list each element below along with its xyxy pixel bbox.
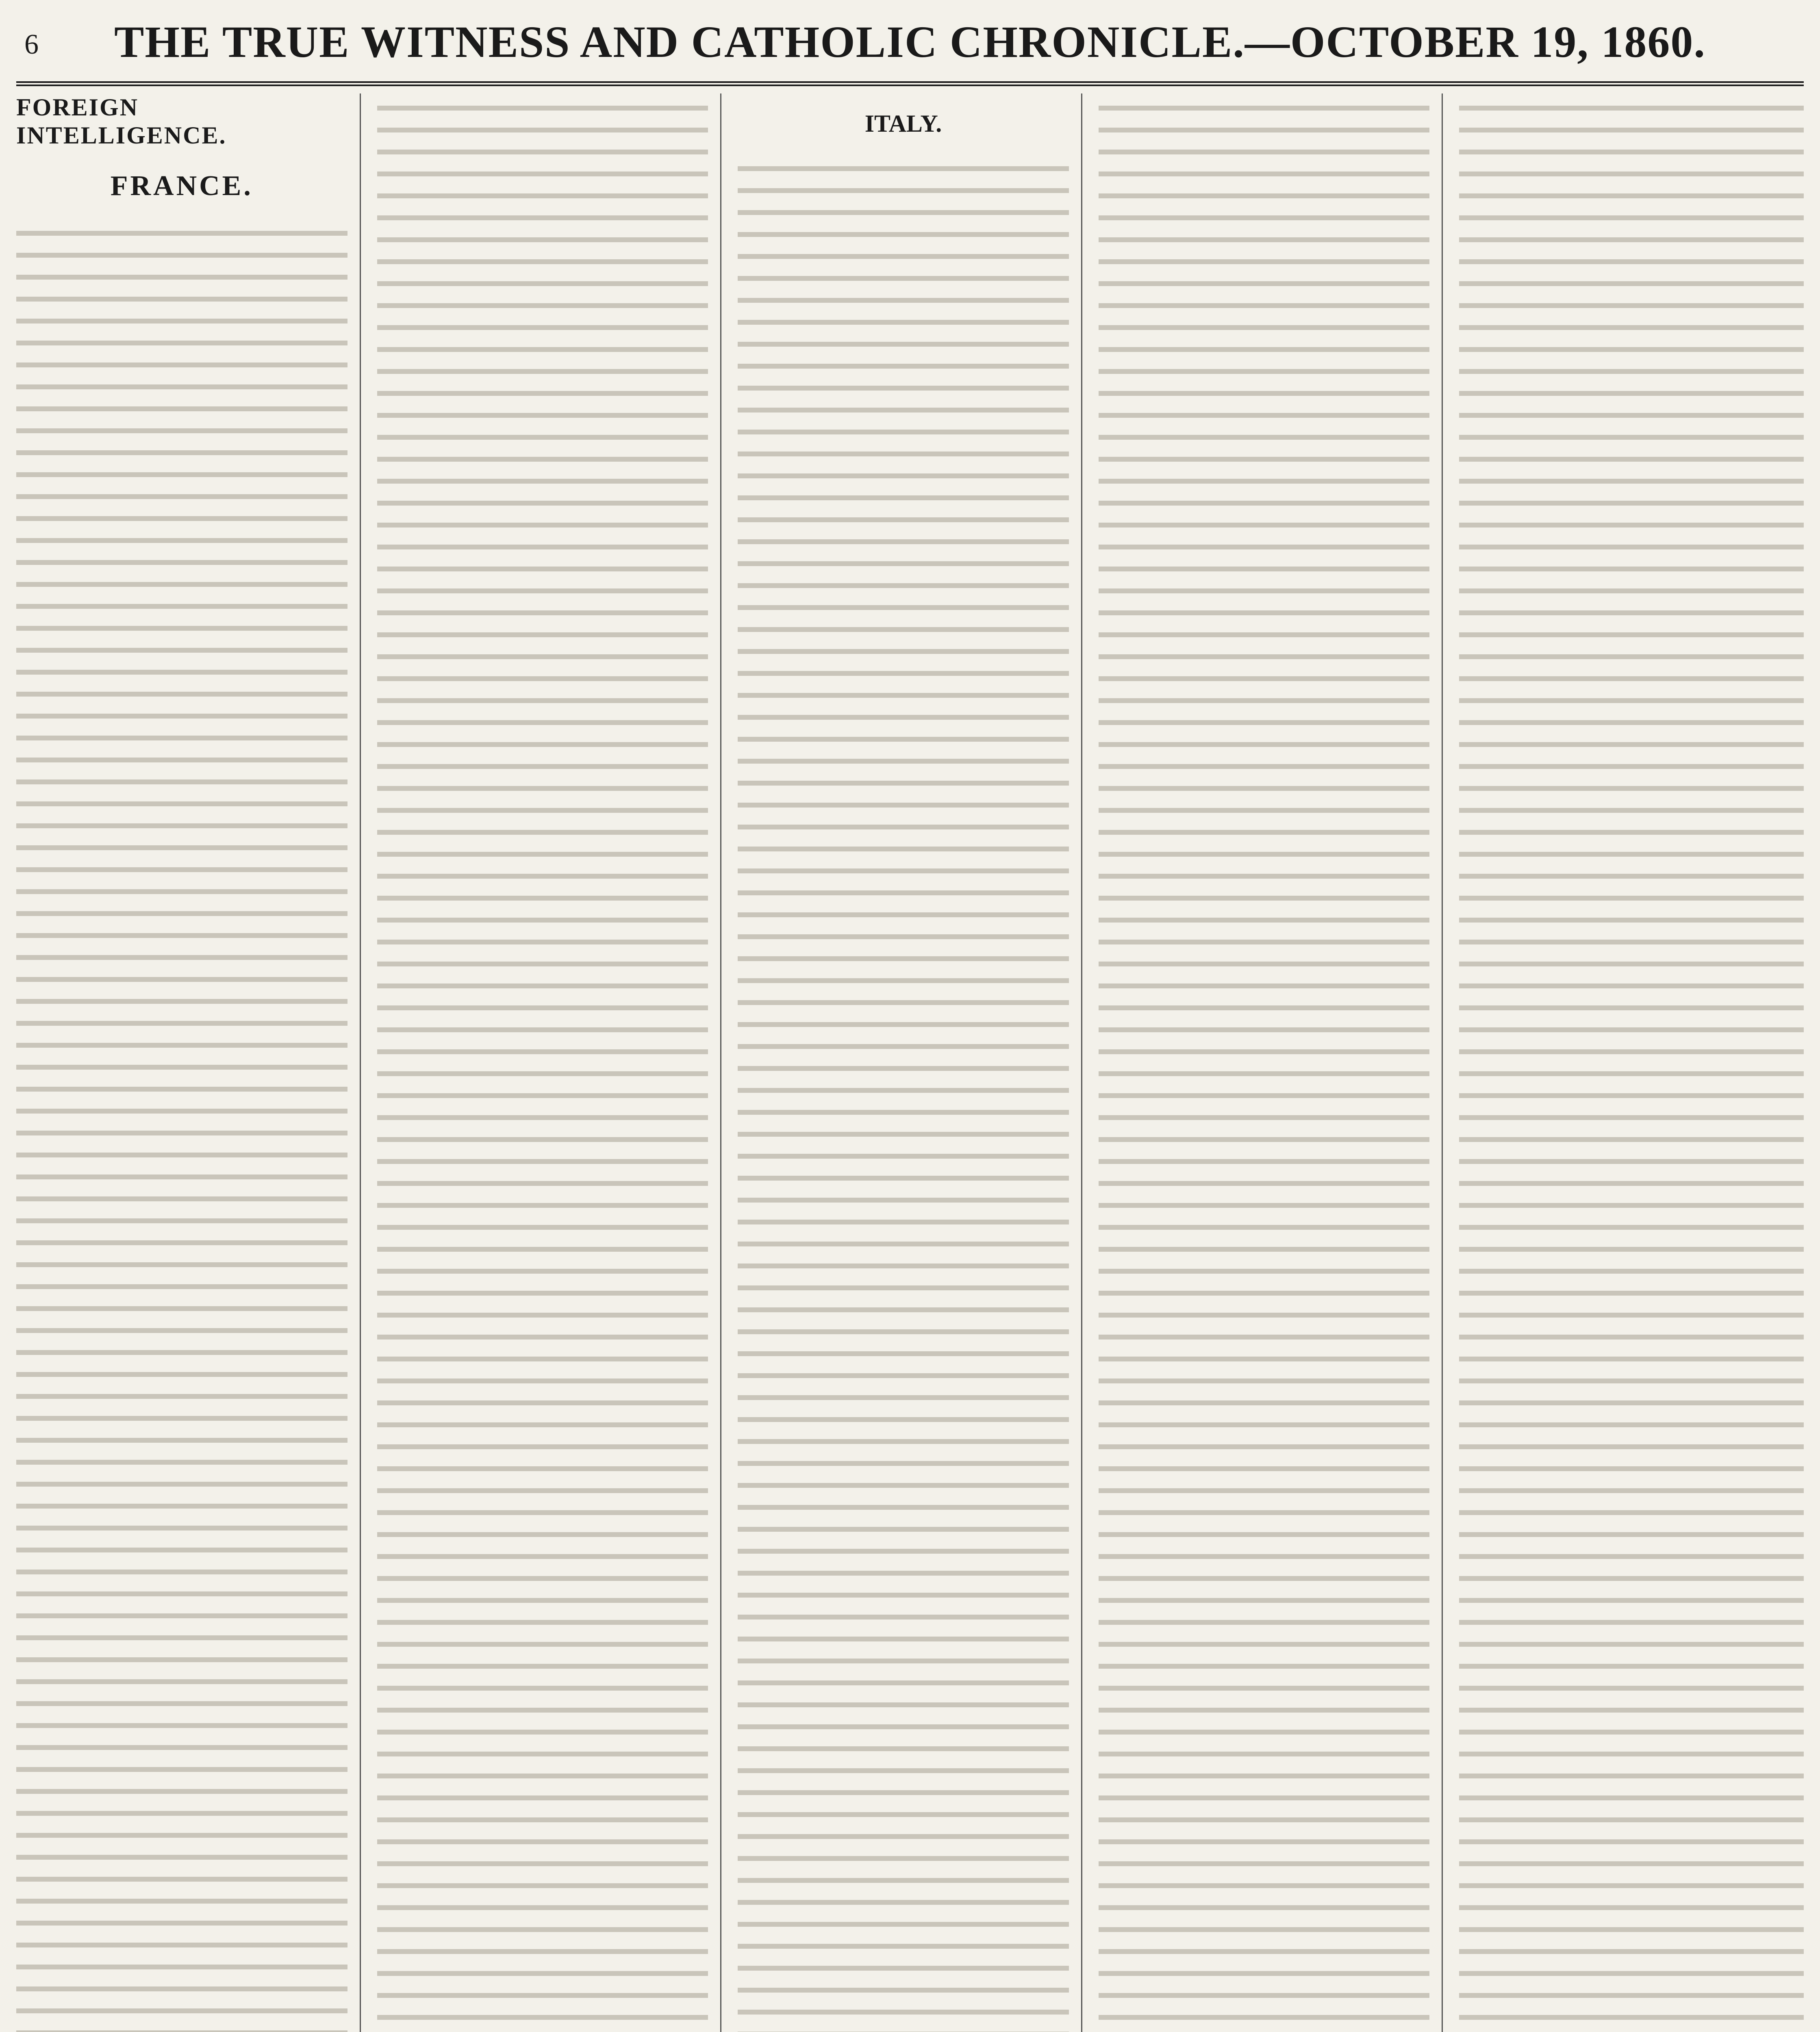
column-text: [1099, 93, 1430, 2032]
page-number: 6: [24, 29, 39, 60]
column-2: [377, 93, 722, 2032]
section-heading: FOREIGN INTELLIGENCE.: [16, 94, 227, 149]
column-4: [1099, 93, 1443, 2032]
column-1: [16, 93, 361, 2032]
column-3: [738, 93, 1082, 2032]
column-text: [16, 219, 347, 2032]
subsection-heading: ITALY.: [864, 110, 942, 137]
column-5: [1459, 93, 1804, 2032]
subsection-heading: FRANCE.: [110, 170, 253, 202]
column-text: [738, 154, 1069, 2032]
article-columns: [16, 93, 1804, 2032]
masthead: [16, 12, 1804, 86]
newspaper-title: THE TRUE WITNESS AND CATHOLIC CHRONICLE.—OCTOBER 19, 1860.: [114, 17, 1706, 67]
column-text: [377, 93, 708, 2032]
column-text: [1459, 93, 1804, 2032]
